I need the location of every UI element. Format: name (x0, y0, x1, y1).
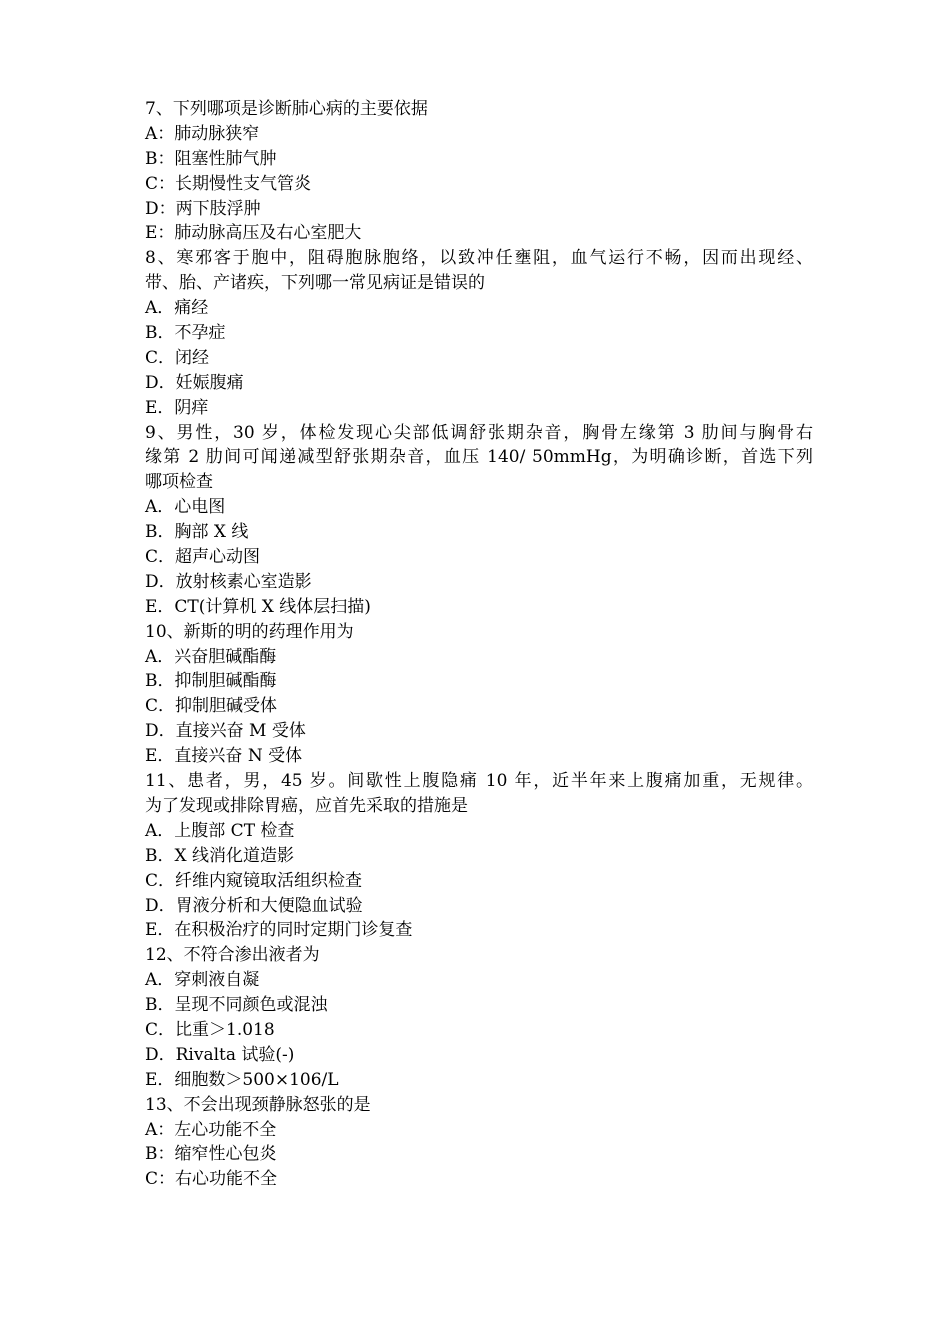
text-line: E．阴痒 (145, 397, 209, 418)
text-line: 为了发现或排除胃癌，应首先采取的措施是 (145, 795, 468, 816)
text-line: D．Rivalta 试验(-) (145, 1044, 295, 1065)
text-line: B．胸部 X 线 (145, 522, 249, 543)
text-line: C．闭经 (145, 347, 210, 368)
text-line: 12、不符合渗出液者为 (145, 945, 320, 966)
text-line: 哪项检查 (145, 472, 213, 493)
text-line: B．不孕症 (145, 323, 226, 344)
text-line: E．细胞数＞500×106/L (145, 1069, 339, 1090)
text-line: E．直接兴奋 N 受体 (145, 746, 303, 767)
text-line: C．比重＞1.018 (145, 1019, 275, 1040)
text-line: B：缩窄性心包炎 (145, 1144, 277, 1165)
text-line: A：左心功能不全 (145, 1119, 277, 1140)
text-line: C．超声心动图 (145, 547, 261, 568)
text-line: B．呈现不同颜色或混浊 (145, 995, 328, 1016)
text-line: 10、新斯的明的药理作用为 (145, 621, 354, 642)
text-line: A：肺动脉狭窄 (145, 123, 260, 144)
text-line: D．妊娠腹痛 (145, 372, 244, 393)
text-line: A．穿刺液自凝 (145, 970, 260, 991)
text-line: A．痛经 (145, 298, 209, 319)
text-line: A．兴奋胆碱酯酶 (145, 646, 277, 667)
text-line: 9、男性，30 岁，体检发现心尖部低调舒张期杂音，胸骨左缘第 3 肋间与胸骨右 (145, 422, 813, 443)
text-line: D：两下肢浮肿 (145, 198, 261, 219)
text-line: C．纤维内窥镜取活组织检查 (145, 870, 363, 891)
text-line: B．X 线消化道造影 (145, 845, 294, 866)
text-line: D．胃液分析和大便隐血试验 (145, 895, 363, 916)
text-line: B．抑制胆碱酯酶 (145, 671, 277, 692)
text-line: A．心电图 (145, 497, 226, 518)
text-line: 缘第 2 肋间可闻递减型舒张期杂音，血压 140/ 50mmHg，为明确诊断，首选下列 (145, 447, 813, 468)
text-line: B：阻塞性肺气肿 (145, 148, 277, 169)
text-line: C：长期慢性支气管炎 (145, 173, 312, 194)
text-line: 13、不会出现颈静脉怒张的是 (145, 1094, 371, 1115)
text-line: E．CT(计算机 X 线体层扫描) (145, 596, 371, 617)
text-line: D．直接兴奋 M 受体 (145, 721, 306, 742)
question-text-block (145, 97, 813, 1192)
text-line: D．放射核素心室造影 (145, 571, 312, 592)
text-line: C：右心功能不全 (145, 1169, 278, 1190)
text-line: 带、胎、产诸疾，下列哪一常见病证是错误的 (145, 273, 485, 294)
text-line: C．抑制胆碱受体 (145, 696, 278, 717)
text-line: E：肺动脉高压及右心室肥大 (145, 223, 362, 244)
text-line: 11、患者，男，45 岁。间歇性上腹隐痛 10 年，近半年来上腹痛加重，无规律。 (145, 771, 813, 792)
text-line: 7、下列哪项是诊断肺心病的主要依据 (145, 99, 428, 119)
text-line: 8、寒邪客于胞中，阻碍胞脉胞络，以致冲任壅阻，血气运行不畅，因而出现经、 (145, 248, 813, 269)
text-line: A．上腹部 CT 检查 (145, 820, 295, 841)
text-line: E．在积极治疗的同时定期门诊复查 (145, 920, 413, 941)
